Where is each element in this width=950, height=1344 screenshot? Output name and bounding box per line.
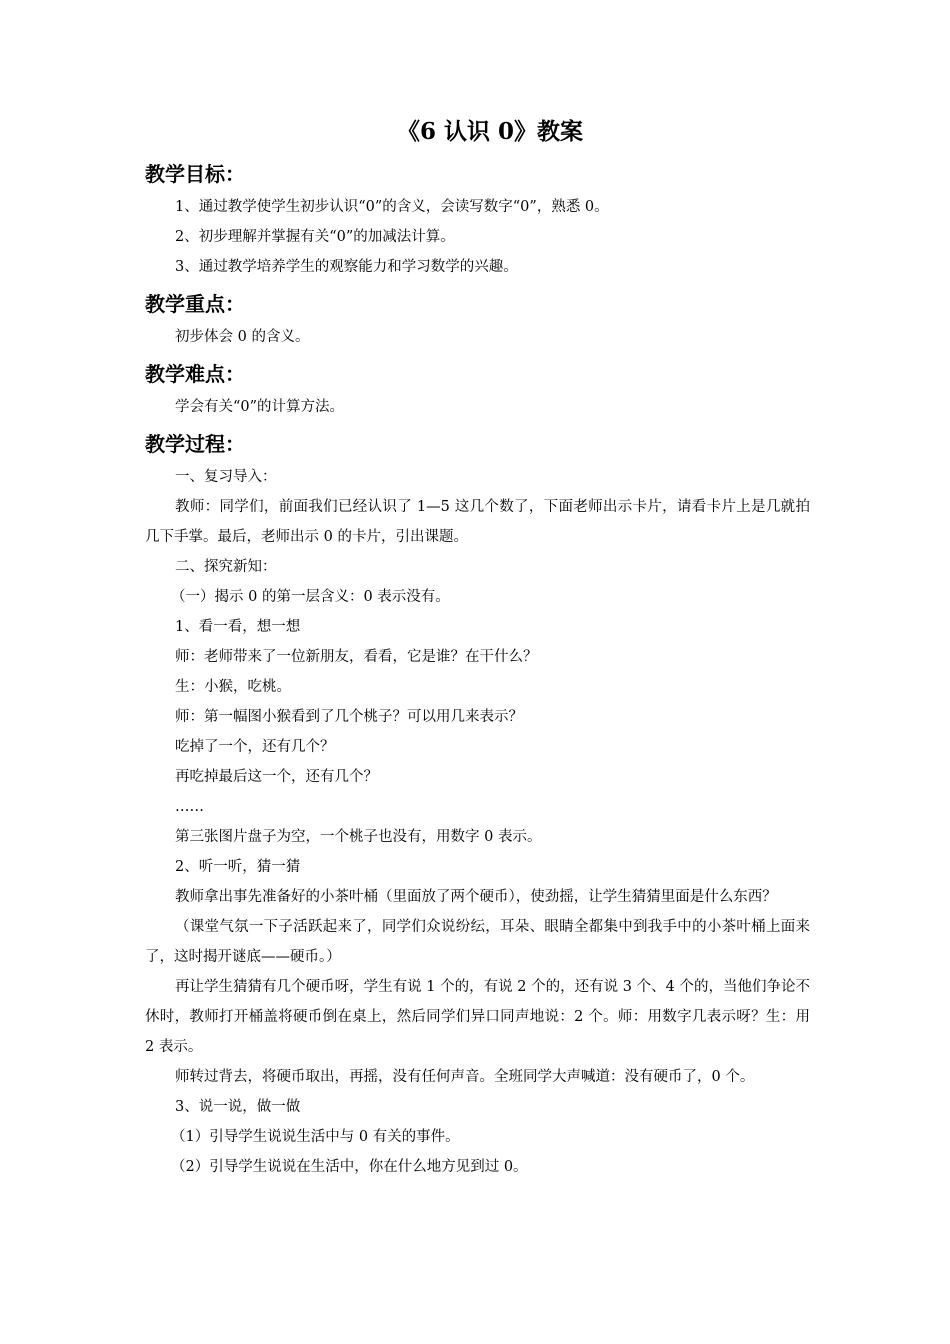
process-paragraph: （1）引导学生说说生活中与 0 有关的事件。 [171,1129,460,1145]
lesson-plan-page [145,112,810,1182]
goal-item-1: 1、通过教学使学生初步认识“0”的含义，会读写数字“0”，熟悉 0。 [175,199,609,215]
process-paragraph: （一）揭示 0 的第一层含义：0 表示没有。 [171,589,450,605]
key-points-text: 初步体会 0 的含义。 [175,329,310,345]
process-paragraph: （课堂气氛一下子活跃起来了，同学们众说纷纭，耳朵、眼睛全都集中到我手中的小茶叶桶上面来了，这时揭开谜底——硬币。） [145,919,810,965]
process-step-explore: 二、探究新知： [175,559,277,575]
process-paragraph: 生：小猴，吃桃。 [175,679,291,695]
process-paragraph: （2）引导学生说说在生活中，你在什么地方见到过 0。 [171,1159,528,1175]
key-points-heading: 教学重点： [145,292,245,316]
difficulty-heading: 教学难点： [145,362,245,386]
document-title: 《6 认识 0》教案 [396,118,584,145]
process-paragraph: 师：老师带来了一位新朋友，看看，它是谁？在干什么？ [175,649,538,665]
ellipsis-text: …… [175,799,204,815]
process-paragraph: 再吃掉最后这一个，还有几个？ [175,769,378,785]
process-step-review: 一、复习导入： [175,469,277,485]
difficulty-text: 学会有关“0”的计算方法。 [175,399,345,415]
goal-item-2: 2、初步理解并掌握有关“0”的加减法计算。 [175,229,455,245]
process-paragraph: 第三张图片盘子为空，一个桃子也没有，用数字 0 表示。 [175,829,542,845]
process-paragraph: 师转过背去，将硬币取出，再摇，没有任何声音。全班同学大声喊道：没有硬币了，0 个。 [175,1069,755,1085]
process-paragraph: 再让学生猜猜有几个硬币呀，学生有说 1 个的，有说 2 个的，还有说 3 个、4 个的，当他们争论不休时，教师打开桶盖将硬币倒在桌上，然后同学们异口同声地说：2 个。师：用数字几表示呀？生：用 2 表示。 [145,979,810,1055]
goals-heading: 教学目标： [145,162,245,186]
process-paragraph: 师：第一幅图小猴看到了几个桃子？可以用几来表示？ [175,709,523,725]
goal-item-3: 3、通过教学培养学生的观察能力和学习数学的兴趣。 [175,259,518,275]
process-heading: 教学过程： [145,432,245,456]
process-paragraph: 吃掉了一个，还有几个？ [175,739,335,755]
process-paragraph: 教师拿出事先准备好的小茶叶桶（里面放了两个硬币），使劲摇，让学生猜猜里面是什么东西？ [175,889,777,905]
process-paragraph: 2、听一听，猜一猜 [175,859,301,875]
process-paragraph: 教师：同学们，前面我们已经认识了 1—5 这几个数了，下面老师出示卡片，请看卡片上是几就拍几下手掌。最后，老师出示 0 的卡片，引出课题。 [145,499,810,545]
process-paragraph: 3、说一说，做一做 [175,1099,301,1115]
process-paragraph: 1、看一看，想一想 [175,619,301,635]
